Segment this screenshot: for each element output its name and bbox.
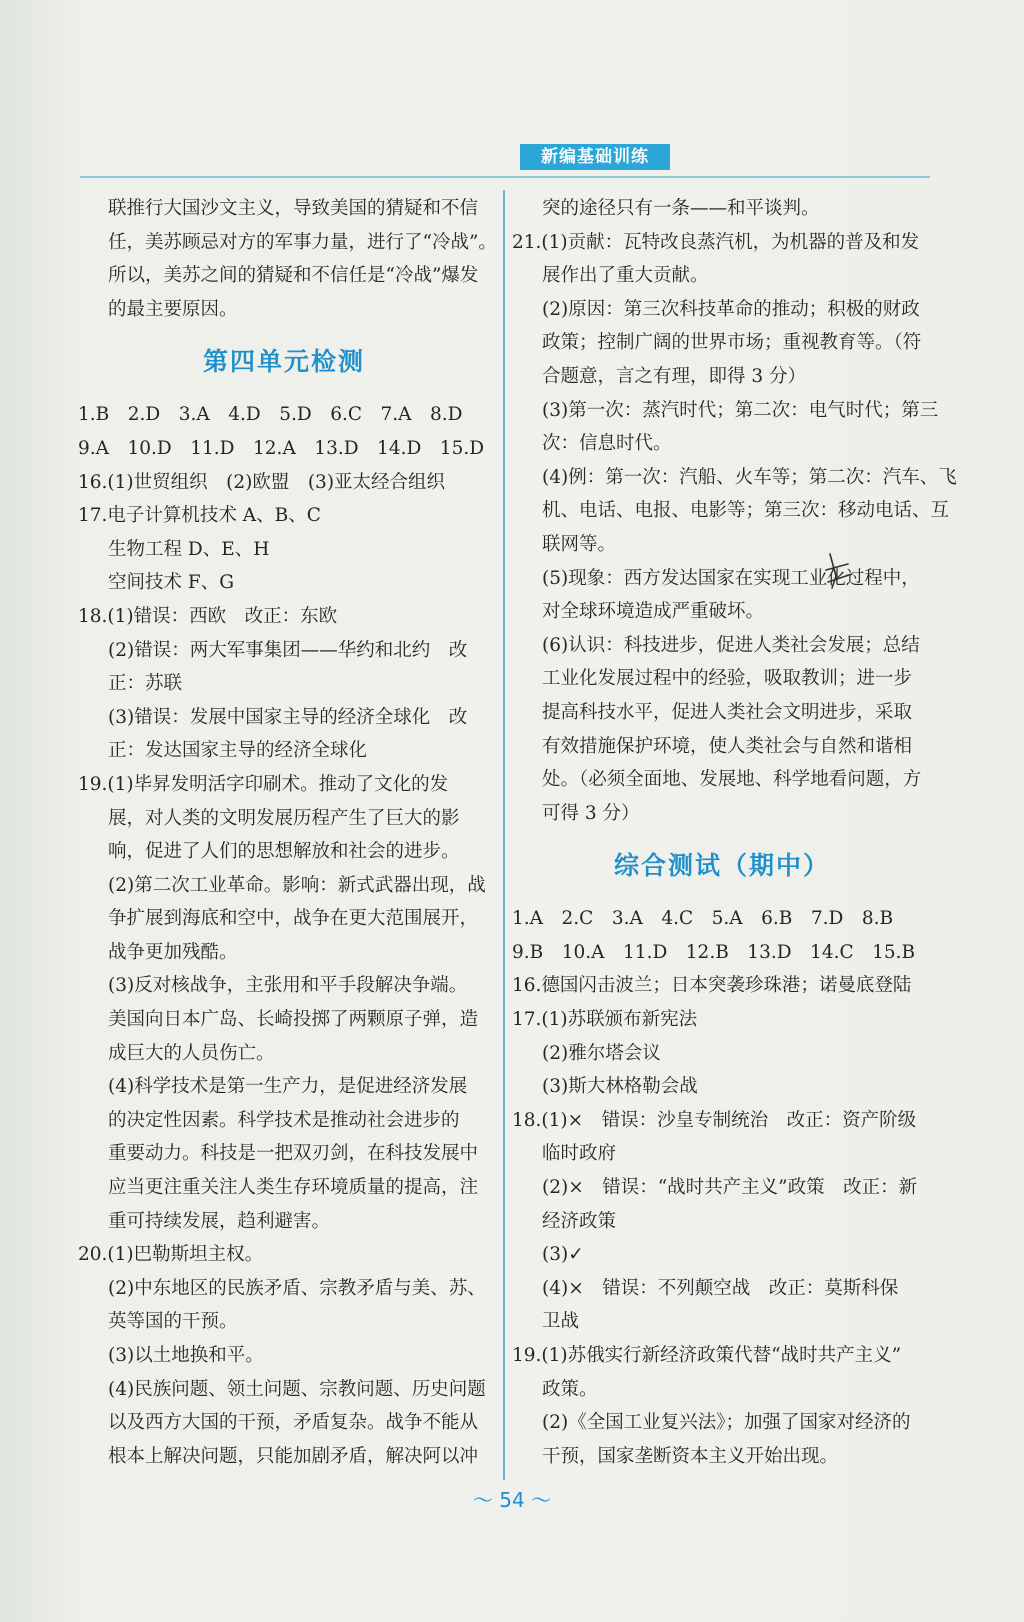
answer-line: 机、电话、电报、电影等；第三次：移动电话、互 xyxy=(542,500,950,522)
answer-line: (3)反对核战争，主张用和平手段解决争端。 xyxy=(108,975,468,997)
answer-line: 英等国的干预。 xyxy=(108,1311,238,1333)
answer-line: (4)例：第一次：汽船、火车等；第二次：汽车、飞 xyxy=(542,466,957,488)
answer-line: 1.B 2.D 3.A 4.D 5.D 6.C 7.A 8.D xyxy=(78,404,463,426)
answer-line: 经济政策 xyxy=(542,1210,617,1232)
answer-line: 16.(1)世贸组织 (2)欧盟 (3)亚太经合组织 xyxy=(78,471,446,493)
answer-line: (2)中东地区的民族矛盾、宗教矛盾与美、苏、 xyxy=(108,1277,486,1299)
answer-line: 16.德国闪击波兰；日本突袭珍珠港；诺曼底登陆 xyxy=(512,975,912,997)
answer-line: (4)民族问题、领土问题、宗教问题、历史问题 xyxy=(108,1378,486,1400)
answer-line: 9.B 10.A 11.D 12.B 13.D 14.C 15.B xyxy=(512,941,916,963)
answer-line: 争扩展到海底和空中，战争在更大范围展开， xyxy=(108,908,479,930)
answer-line: 美国向日本广岛、长崎投掷了两颗原子弹，造 xyxy=(108,1009,479,1031)
answer-line: (3)斯大林格勒会战 xyxy=(542,1076,698,1098)
answer-line: 战争更加残酷。 xyxy=(108,941,238,963)
answer-line: (4)科学技术是第一生产力，是促进经济发展 xyxy=(108,1076,468,1098)
answer-line: 联网等。 xyxy=(542,533,617,555)
page-header xyxy=(80,140,930,178)
answer-line: 9.A 10.D 11.D 12.A 13.D 14.D 15.D xyxy=(78,437,485,459)
answer-line: 突的途径只有一条——和平谈判。 xyxy=(542,198,820,219)
answer-line: 重可持续发展，趋利避害。 xyxy=(108,1210,331,1232)
answer-line: 可得 3 分） xyxy=(542,802,640,824)
unit4-answers xyxy=(78,398,490,1473)
answer-line: (2)原因：第三次科技革命的推动；积极的财政 xyxy=(542,298,920,320)
text-line: 所以，美苏之间的猜疑和不信任是“冷战”爆发 xyxy=(108,265,479,287)
pen-mark-icon xyxy=(822,548,862,598)
answer-line: 对全球环境造成严重破坏。 xyxy=(542,601,765,623)
answer-line: 重要动力。科技是一把双刃剑，在科技发展中 xyxy=(108,1143,479,1165)
answer-line: 21.(1)贡献：瓦特改良蒸汽机，为机器的普及和发 xyxy=(512,231,920,253)
right-column xyxy=(512,192,957,1473)
answer-line: 展作出了重大贡献。 xyxy=(542,265,709,287)
answer-line: 卫战 xyxy=(542,1311,580,1333)
answer-line: 次：信息时代。 xyxy=(542,433,672,455)
answer-line: 18.(1)× 错误：沙皇专制统治 改正：资产阶级 xyxy=(512,1109,917,1131)
answer-line: 19.(1)苏俄实行新经济政策代替“战时共产主义” xyxy=(512,1345,902,1366)
answer-line: 政策。 xyxy=(542,1378,598,1400)
answer-line: 提高科技水平，促进人类社会文明进步，采取 xyxy=(542,701,913,723)
answer-line: 18.(1)错误：西欧 改正：东欧 xyxy=(78,605,338,627)
answer-line: 正：发达国家主导的经济全球化 xyxy=(108,740,368,762)
answer-line: (2)第二次工业革命。影响：新式武器出现，战 xyxy=(108,874,486,896)
answer-line: 有效措施保护环境，使人类社会与自然和谐相 xyxy=(542,735,913,757)
answer-line: 19.(1)毕昇发明活字印刷术。推动了文化的发 xyxy=(78,773,449,795)
answer-line: (5)现象：西方发达国家在实现工业化过程中， xyxy=(542,567,920,589)
answer-line: (3)✓ xyxy=(542,1244,584,1266)
answer-line: 响，促进了人们的思想解放和社会的进步。 xyxy=(108,841,460,863)
answer-line: 成巨大的人员伤亡。 xyxy=(108,1042,275,1064)
answer-line: (3)第一次：蒸汽时代；第二次：电气时代；第三 xyxy=(542,399,939,421)
answer-line: (4)× 错误：不列颠空战 改正：莫斯科保 xyxy=(542,1277,899,1299)
text-line: 任，美苏顾忌对方的军事力量，进行了“冷战”。 xyxy=(108,231,497,253)
section-title-unit4: 第四单元检测 xyxy=(202,347,365,377)
section-title-midterm: 综合测试（期中） xyxy=(613,851,830,881)
midterm-answers xyxy=(512,902,932,1473)
answer-line: 展，对人类的文明发展历程产生了巨大的影 xyxy=(108,807,460,829)
answer-line: (3)错误：发展中国家主导的经济全球化 改 xyxy=(108,706,468,728)
answer-line: (2)× 错误：“战时共产主义”政策 改正：新 xyxy=(542,1177,918,1199)
answer-line: 以及西方大国的干预，矛盾复杂。战争不能从 xyxy=(108,1412,479,1434)
text-line: 联推行大国沙文主义，导致美国的猜疑和不信 xyxy=(108,198,479,219)
answer-line: (3)以土地换和平。 xyxy=(108,1345,264,1366)
answer-line: 根本上解决问题，只能加剧矛盾，解决阿以冲 xyxy=(108,1445,479,1467)
page-number: ～ 54 ～ xyxy=(472,1488,552,1512)
answer-line: 空间技术 F、G xyxy=(108,572,234,594)
answer-line: 17.电子计算机技术 A、B、C xyxy=(78,505,321,527)
column-divider xyxy=(503,190,505,1480)
answer-line: (2)《全国工业复兴法》；加强了国家对经济的 xyxy=(542,1412,911,1434)
answer-line: 临时政府 xyxy=(542,1143,617,1165)
answer-line: 政策；控制广阔的世界市场；重视教育等。（符 xyxy=(542,332,922,354)
answer-line: 1.A 2.C 3.A 4.C 5.A 6.B 7.D 8.B xyxy=(512,908,894,930)
text-line: 的最主要原因。 xyxy=(108,298,238,320)
right-top-answers xyxy=(512,192,957,830)
answer-line: 工业化发展过程中的经验，吸取教训；进一步 xyxy=(542,668,913,690)
answer-line: 应当更注重关注人类生存环境质量的提高，注 xyxy=(108,1177,479,1199)
answer-line: 生物工程 D、E、H xyxy=(108,538,270,560)
answer-line: 20.(1)巴勒斯坦主权。 xyxy=(78,1244,264,1266)
answer-line: 17.(1)苏联颁布新宪法 xyxy=(512,1009,698,1031)
answer-line: (2)雅尔塔会议 xyxy=(542,1042,661,1064)
answer-line: 干预，国家垄断资本主义开始出现。 xyxy=(542,1445,839,1467)
answer-line: 合题意，言之有理，即得 3 分） xyxy=(542,365,807,387)
left-intro xyxy=(78,192,497,326)
answer-line: (6)认识：科技进步，促进人类社会发展；总结 xyxy=(542,634,920,656)
answer-line: 正：苏联 xyxy=(108,673,183,695)
answer-line: (2)错误：两大军事集团——华约和北约 改 xyxy=(108,639,468,661)
answer-line: 的决定性因素。科学技术是推动社会进步的 xyxy=(108,1109,460,1131)
series-title: 新编基础训练 xyxy=(520,144,670,170)
answer-line: 处。（必须全面地、发展地、科学地看问题，方 xyxy=(542,769,922,791)
left-column xyxy=(78,192,497,1473)
